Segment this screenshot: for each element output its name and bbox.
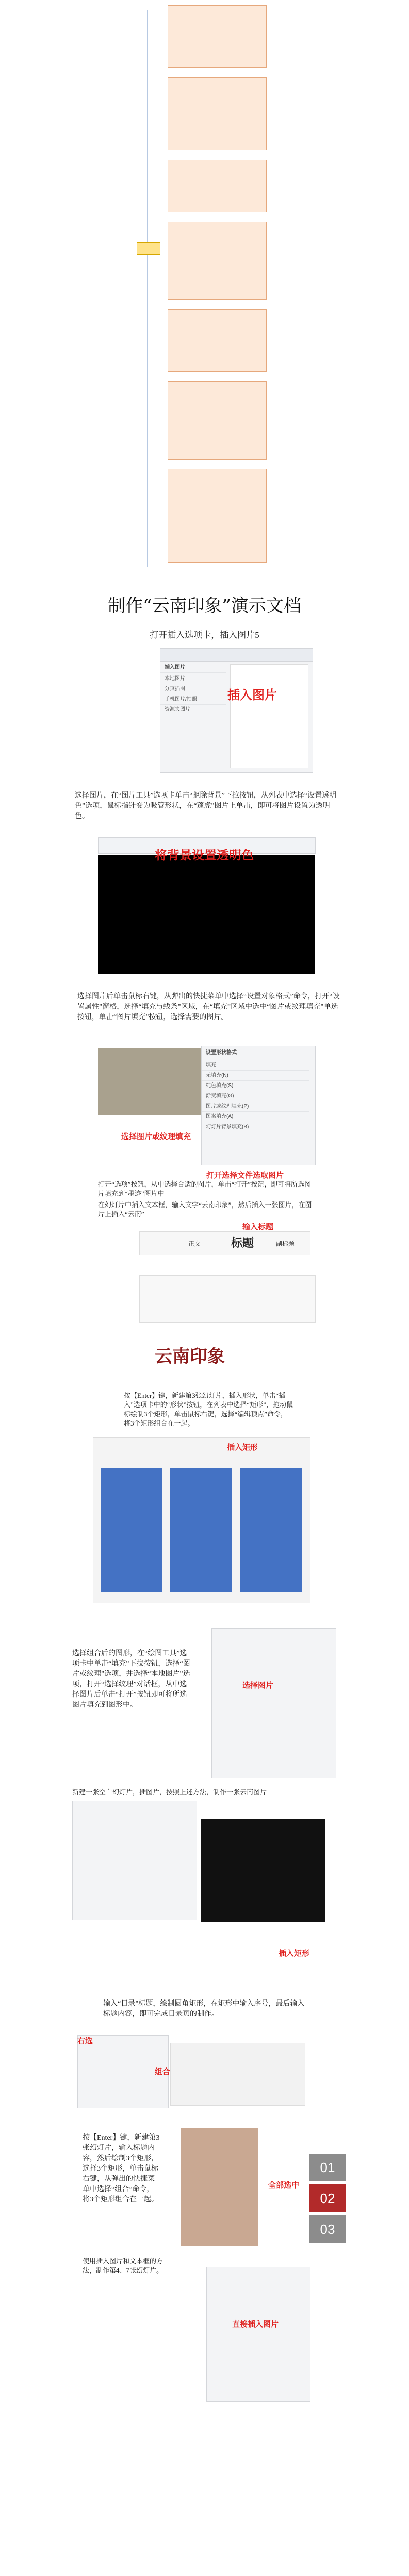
shape-row-6[interactable]: 图案填充(A) <box>202 1112 309 1122</box>
number-badge-1: 01 <box>309 2154 346 2181</box>
blue-rect-2[interactable] <box>170 1468 232 1592</box>
photo-collage <box>181 2128 258 2246</box>
shape-row-7[interactable]: 幻灯片背景填充(B) <box>202 1123 309 1132</box>
paragraph-6: 选择组合后的图形，在“绘图工具”选项卡中单击“填充”下拉按钮，选择“图片或纹理”选项，并选择“本地图片”选项，打开“选择纹理”对话框，从中选择图片后单击“打开”按钮即可将所选图片填充到图形中。 <box>72 1650 190 1709</box>
style-text[interactable]: 正文 <box>188 1240 201 1247</box>
landscape-photo <box>98 1048 201 1115</box>
yunnan-title: 云南印象 <box>155 1346 225 1367</box>
insert-title-label: 输入标题 <box>242 1223 274 1231</box>
number-badge-3: 03 <box>309 2215 346 2243</box>
shape-panel-title: 设置形状格式 <box>202 1048 309 1058</box>
direct-insert-label: 直接插入图片 <box>232 2320 279 2329</box>
style-headline[interactable]: 标题 <box>231 1236 254 1249</box>
paragraph-6b: 新建一张空白幻灯片，插图片，按照上述方法，制作一张云南图片 <box>72 1788 267 1796</box>
panel-row-1[interactable]: 本地图片 <box>160 674 226 684</box>
shape-row-1[interactable]: 填充 <box>202 1061 309 1071</box>
paragraph-4: 在幻灯片中插入文本框，输入文字“云南印象”，然后插入一张图片，在图片上插入“云南” <box>98 1201 312 1218</box>
mindmap-node-6 <box>168 381 267 460</box>
mindmap <box>137 0 271 572</box>
paragraph-3: 打开“选项”按钮，从中选择合适的图片，单击“打开”按钮，即可将所选图片填充到“墨迹”图片中 <box>98 1180 312 1197</box>
mindmap-trunk <box>147 10 148 567</box>
full-select-label: 全部选中 <box>268 2181 300 2190</box>
shape-row-4[interactable]: 渐变填充(G) <box>202 1092 309 1101</box>
panel-row-4[interactable]: 资源夹图片 <box>160 705 226 715</box>
mindmap-node-4 <box>168 222 267 300</box>
panel-header <box>160 649 313 662</box>
black-picture <box>98 855 315 974</box>
select-texture-label: 选择图片 <box>242 1681 274 1690</box>
shape-row-2[interactable]: 无填充(N) <box>202 1071 309 1081</box>
open-file-label: 打开选择文件选取图片 <box>206 1171 284 1180</box>
texture-panel <box>211 1628 336 1778</box>
choose-label: 右选 <box>77 2037 93 2045</box>
mindmap-node-5 <box>168 309 267 372</box>
slide-thumbnail-row <box>139 1275 316 1323</box>
black-map <box>201 1819 325 1922</box>
mindmap-node-7 <box>168 469 267 563</box>
number-badge-2: 02 <box>309 2184 346 2212</box>
shape-row-3[interactable]: 纯色填充(S) <box>202 1081 309 1091</box>
insert-shape2-label: 插入矩形 <box>279 1949 310 1958</box>
mindmap-node-3 <box>168 160 267 212</box>
paragraph-7: 输入“目录”标题，绘制圆角矩形，在矩形中输入序号，最后输入标题内容，即可完成目录页的制作。 <box>103 2000 305 2018</box>
mindmap-root <box>137 242 160 255</box>
mindmap-node-2 <box>168 77 267 150</box>
blue-rect-1[interactable] <box>101 1468 162 1592</box>
paragraph-9: 使用插入图片和文本框的方法，制作第4、7张幻灯片。 <box>83 2257 163 2274</box>
set-transparent-label: 将背景设置透明色 <box>155 849 254 862</box>
select-fill-label: 选择图片或纹理填充 <box>121 1132 191 1141</box>
file-dialog <box>72 1801 197 1920</box>
style-subheadline[interactable]: 副标题 <box>276 1240 295 1247</box>
paragraph-8: 按【Enter】键，新建第3张幻灯片，输入标题内容，然后绘制3个矩形，选择3个矩形，单击鼠标右键，从弹出的快捷菜单中选择“组合”命令，将3个矩形组合在一起。 <box>83 2134 160 2204</box>
insert-shape-label: 插入矩形 <box>227 1443 258 1452</box>
combine-label: 组合 <box>155 2067 171 2076</box>
insert-picture-screenshot <box>160 648 313 773</box>
panel-row-3[interactable]: 手机图片/拍照 <box>160 695 226 705</box>
panel-title: 插入图片 <box>160 663 226 673</box>
blue-rect-3[interactable] <box>240 1468 302 1592</box>
image-grid <box>230 664 308 768</box>
paragraph-1: 选择图片，在“图片工具”选项卡单击“抠除背景”下拉按钮，从列表中选择“设置透明色”选项，鼠标指针变为吸管形状，在“蓬虎”图片上单击，即可将图片设置为透明色。 <box>75 792 337 820</box>
direct-insert-screenshot <box>206 2267 310 2402</box>
collage-thumbnail <box>170 2043 305 2106</box>
paragraph-5: 按【Enter】键，新建第3张幻灯片，插入形状，单击“插入”选项卡中的“形状”按钮，在列表中选择“矩形”，拖动鼠标绘制3个矩形，单击鼠标右键，选择“编辑顶点”命令，将3个矩形组合在一起。 <box>124 1392 293 1427</box>
panel-row-2[interactable]: 分页插图 <box>160 685 226 694</box>
mindmap-node-1 <box>168 5 267 68</box>
format-shape-panel <box>201 1046 316 1165</box>
paragraph-2: 选择图片后单击鼠标右键，从弹出的快捷菜单中选择“设置对象格式”命令，打开“设置属性”窗格，选择“填充与线条”区域，在“填充”区域中选中“图片或纹理填充”单选按钮，单击“图片填充”按钮，选择需要的图片。 <box>77 993 340 1021</box>
shape-row-5[interactable]: 图片或纹理填充(P) <box>202 1102 309 1112</box>
insert-picture-label: 插入图片 <box>227 688 277 702</box>
page-subtitle: 打开插入选项卡，插入图片5 <box>150 630 259 640</box>
page-title: 制作“云南印象”演示文档 <box>108 596 301 616</box>
